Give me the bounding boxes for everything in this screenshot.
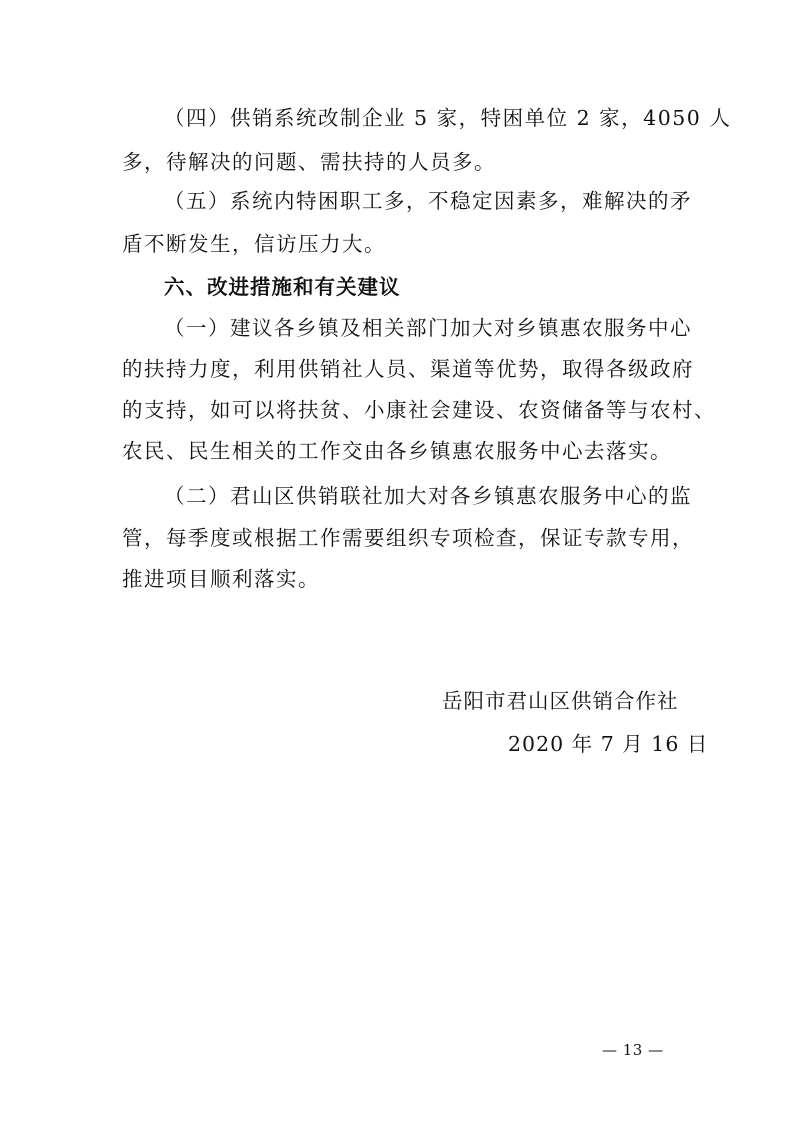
suggestion2-line1: （二）君山区供销联社加大对各乡镇惠农服务中心的监: [164, 484, 692, 508]
suggestion1-line2: 的扶持力度，利用供销社人员、渠道等优势，取得各级政府: [122, 357, 694, 381]
item5-line2: 盾不断发生，信访压力大。: [122, 232, 386, 256]
item4-line2: 多，待解决的问题、需扶持的人员多。: [122, 150, 496, 174]
suggestion1-line4: 农民、民生相关的工作交由各乡镇惠农服务中心去落实。: [122, 439, 672, 463]
suggestion1-line3: 的支持，如可以将扶贫、小康社会建设、农资储备等与农村、: [122, 398, 716, 422]
page-number: — 13 —: [602, 1041, 664, 1059]
suggestion1-line1: （一）建议各乡镇及相关部门加大对乡镇惠农服务中心: [164, 316, 692, 340]
item5-line1: （五）系统内特困职工多，不稳定因素多，难解决的矛: [164, 189, 692, 213]
section-heading-6: 六、改进措施和有关建议: [164, 275, 401, 299]
signature-date: 2020 年 7 月 16 日: [508, 732, 709, 756]
suggestion2-line3: 推进项目顺利落实。: [122, 567, 320, 591]
suggestion2-line2: 管，每季度或根据工作需要组织专项检查，保证专款专用，: [122, 526, 694, 550]
signature-organization: 岳阳市君山区供销合作社: [442, 689, 679, 713]
item4-line1: （四）供销系统改制企业 5 家，特困单位 2 家，4050 人: [164, 106, 732, 130]
